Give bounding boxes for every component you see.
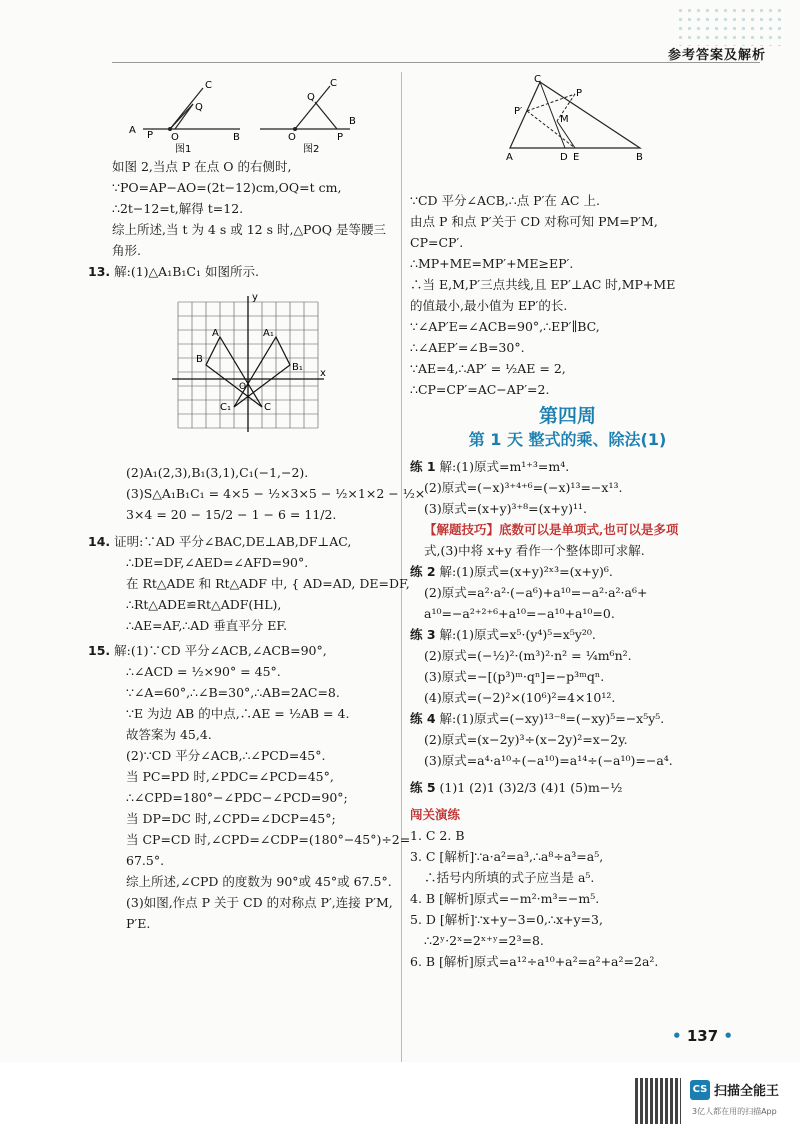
- text-line: ∴Rt△ADE≌Rt△ADF(HL),: [126, 597, 282, 612]
- text-line: 角形.: [112, 243, 141, 258]
- practice-label: 练 3: [410, 627, 436, 642]
- grid-label-A: A: [212, 328, 219, 339]
- figure-2: [260, 78, 356, 155]
- text-line: 当 PC=PD 时,∠PDC=∠PCD=45°,: [126, 769, 334, 784]
- text-line: (1)1 (2)1 (3)2/3 (4)1 (5)m−½: [439, 780, 623, 795]
- dot-icon: •: [723, 1027, 733, 1045]
- left-column-intro: [88, 156, 394, 282]
- text-line: CP=CP′.: [410, 235, 464, 250]
- camscanner-logo-icon: CS: [690, 1080, 710, 1100]
- text-line: 解:(1)原式=x⁵·(y⁴)⁵=x⁵y²⁰.: [439, 627, 596, 642]
- text-line: ∴DE=DF,∠AED=∠AFD=90°.: [126, 555, 309, 570]
- text-line: (2)原式=(x−2y)³÷(x−2y)²=x−2y.: [424, 732, 628, 747]
- q14-number: 14.: [88, 534, 111, 549]
- text-line: (2)原式=a²·a²·(−a⁶)+a¹⁰=−a²·a²·a⁶+: [424, 585, 648, 600]
- text-line: ∴AE=AF,∴AD 垂直平分 EF.: [126, 618, 288, 633]
- tri-label-C: C: [534, 74, 541, 85]
- fig2-label-C: C: [330, 78, 337, 89]
- text-line: ∵∠AP′E=∠ACB=90°,∴EP′∥BC,: [410, 319, 600, 334]
- tri-label-P-prime: P′: [514, 106, 523, 117]
- text-line: ∴当 E,M,P′三点共线,且 EP′⊥AC 时,MP+ME: [410, 277, 676, 292]
- text-line: 综上所述,∠CPD 的度数为 90°或 45°或 67.5°.: [126, 874, 392, 889]
- fig1-label-B: B: [233, 132, 240, 143]
- answer-line: 1. C 2. B: [410, 828, 465, 843]
- text-line: ∵E 为边 AB 的中点,∴AE = ½AB = 4.: [126, 706, 350, 721]
- answer-line: ∴括号内所填的式子应当是 a⁵.: [424, 870, 595, 885]
- app-tagline: 3亿人都在用的扫描App: [692, 1107, 777, 1116]
- answer-line: 6. B [解析]原式=a¹²÷a¹⁰+a²=a²+a²=2a².: [410, 954, 659, 969]
- practice-label: 练 5: [410, 780, 436, 795]
- figure-triangle: [500, 76, 650, 161]
- header-rule: [112, 62, 760, 63]
- q14-head: [88, 531, 394, 552]
- text-line: 式,(3)中将 x+y 看作一个整体即可求解.: [424, 543, 645, 558]
- tri-label-D: D: [560, 152, 568, 163]
- text-line: 当 DP=DC 时,∠CPD=∠DCP=45°;: [126, 811, 336, 826]
- header-title: 参考答案及解析: [667, 48, 766, 63]
- q15-head: [88, 640, 394, 661]
- text-line: (3)原式=(x+y)³⁺⁸=(x+y)¹¹.: [424, 501, 587, 516]
- right-column: [410, 190, 725, 972]
- fig1-label-A: A: [129, 125, 136, 136]
- text-line: (2)原式=(−½)²·(m³)²·n² = ¼m⁶n².: [424, 648, 632, 663]
- text-line: (3)原式=−[(p³)ᵐ·qⁿ]=−p³ᵐqⁿ.: [424, 669, 605, 684]
- text-line: (2)A₁(2,3),B₁(3,1),C₁(−1,−2).: [126, 465, 309, 480]
- figures-1-2: [125, 76, 355, 154]
- practice-3: [410, 624, 725, 645]
- fig2-label-P: P: [337, 132, 344, 143]
- grid-label-A1: A₁: [263, 328, 274, 339]
- text-line: ∵∠A=60°,∴∠B=30°,∴AB=2AC=8.: [126, 685, 340, 700]
- text-line: P′E.: [126, 916, 151, 931]
- practice-label: 练 1: [410, 459, 436, 474]
- app-name: 扫描全能王: [714, 1084, 780, 1099]
- text-line: (2)原式=(−x)³⁺⁴⁺⁶=(−x)¹³=−x¹³.: [424, 480, 623, 495]
- text-line: (4)原式=(−2)²×(10⁶)²=4×10¹².: [424, 690, 616, 705]
- fig2-label-O: O: [288, 132, 296, 143]
- text-line: (3)如图,作点 P 关于 CD 的对称点 P′,连接 P′M,: [126, 895, 393, 910]
- grid-label-B: B: [196, 354, 203, 365]
- text-line: 67.5°.: [126, 853, 165, 868]
- fig2-label-Q: Q: [307, 92, 315, 103]
- text-line: 证明:∵AD 平分∠BAC,DE⊥AB,DF⊥AC,: [114, 534, 352, 549]
- answer-line: 4. B [解析]原式=−m²·m³=−m⁵.: [410, 891, 600, 906]
- text-line: ∵PO=AP−AO=(2t−12)cm,OQ=t cm,: [112, 180, 342, 195]
- text-line: 3×4 = 20 − 15/2 − 1 − 6 = 11/2.: [126, 507, 337, 522]
- text-line: ∵CD 平分∠ACB,∴点 P′在 AC 上.: [410, 193, 600, 208]
- text-line: 解:(1)原式=m¹⁺³=m⁴.: [439, 459, 570, 474]
- practice-label: 练 4: [410, 711, 436, 726]
- grid-label-O: O: [239, 382, 247, 392]
- coordinate-grid-figure: [168, 292, 328, 442]
- fig2-caption: 图2: [303, 144, 320, 155]
- text-line: 故答案为 45,4.: [126, 727, 212, 742]
- answer-line: 5. D [解析]∵x+y−3=0,∴x+y=3,: [410, 912, 603, 927]
- practice-1: [410, 456, 725, 477]
- text-line: ∴CP=CP′=AC−AP′=2.: [410, 382, 550, 397]
- header-dot-pattern: [676, 6, 786, 46]
- text-line: ∵AE=4,∴AP′ = ½AE = 2,: [410, 361, 566, 376]
- grid-label-x: x: [320, 368, 326, 379]
- text-line: a¹⁰=−a²⁺²⁺⁶+a¹⁰=−a¹⁰+a¹⁰=0.: [424, 606, 615, 621]
- text-line: ∴∠ACD = ½×90° = 45°.: [126, 664, 281, 679]
- tri-label-B: B: [636, 152, 643, 163]
- grid-label-B1: B₁: [292, 362, 303, 373]
- week-title: 第四周: [538, 405, 596, 427]
- tri-label-P: P: [576, 88, 583, 99]
- fig1-label-Q: Q: [195, 102, 203, 113]
- text-line: (2)∵CD 平分∠ACB,∴∠PCD=45°.: [126, 748, 326, 763]
- grid-label-C: C: [264, 402, 271, 413]
- day-title: 第 1 天 整式的乘、除法(1): [468, 430, 667, 449]
- text-line: 如图 2,当点 P 在点 O 的右侧时,: [112, 159, 292, 174]
- page-number: [672, 1027, 733, 1045]
- text-line: 当 CP=CD 时,∠CPD=∠CDP=(180°−45°)÷2=: [126, 832, 411, 847]
- fig2-label-B: B: [349, 116, 356, 127]
- text-line: 解:(1)∵CD 平分∠ACB,∠ACB=90°,: [114, 643, 327, 658]
- dot-icon: •: [672, 1027, 682, 1045]
- fig1-label-C: C: [205, 80, 212, 91]
- fig1-label-O: O: [171, 132, 179, 143]
- fig1-label-P: P: [147, 130, 154, 141]
- text-line: (3)原式=a⁴·a¹⁰÷(−a¹⁰)=a¹⁴÷(−a¹⁰)=−a⁴.: [424, 753, 673, 768]
- column-divider: [401, 72, 402, 1072]
- answer-line: ∴2ʸ·2ˣ=2ˣ⁺ʸ=2³=8.: [424, 933, 544, 948]
- text-line: ∴2t−12=t,解得 t=12.: [112, 201, 244, 216]
- q13-head: [88, 261, 394, 282]
- text-line: 解:(1)原式=(−xy)¹³⁻⁸=(−xy)⁵=−x⁵y⁵.: [439, 711, 665, 726]
- practice-5: [410, 777, 725, 798]
- section-title: 闯关演练: [410, 807, 461, 822]
- practice-label: 练 2: [410, 564, 436, 579]
- text-line: (3)S△A₁B₁C₁ = 4×5 − ½×3×5 − ½×1×2 − ½×: [126, 486, 426, 501]
- practice-2: [410, 561, 725, 582]
- grid-label-y: y: [252, 292, 258, 303]
- tri-label-M: M: [560, 114, 569, 125]
- text-line: 在 Rt△ADE 和 Rt△ADF 中, { AD=AD, DE=DF,: [126, 576, 410, 591]
- page-number-text: 137: [686, 1027, 719, 1045]
- text-line: ∴MP+ME=MP′+ME≥EP′.: [410, 256, 574, 271]
- q13-number: 13.: [88, 264, 111, 279]
- tip-line: 【解题技巧】底数可以是单项式,也可以是多项: [424, 522, 679, 537]
- answer-line: 3. C [解析]∵a·a²=a³,∴a⁸÷a³=a⁵,: [410, 849, 604, 864]
- practice-4: [410, 708, 725, 729]
- grid-label-C1: C₁: [220, 402, 231, 413]
- text-line: ∴∠CPD=180°−∠PDC−∠PCD=90°;: [126, 790, 348, 805]
- fig1-caption: 图1: [175, 144, 192, 155]
- text-line: 的值最小,最小值为 EP′的长.: [410, 298, 568, 313]
- text-line: 解:(1)原式=(x+y)²ˣ³=(x+y)⁶.: [439, 564, 613, 579]
- q13-head-text: 解:(1)△A₁B₁C₁ 如图所示.: [114, 264, 259, 279]
- figure-1: [129, 80, 240, 155]
- tri-label-A: A: [506, 152, 513, 163]
- text-line: 综上所述,当 t 为 4 s 或 12 s 时,△POQ 是等腰三: [112, 222, 386, 237]
- text-line: 由点 P 和点 P′关于 CD 对称可知 PM=P′M,: [410, 214, 658, 229]
- q15-number: 15.: [88, 643, 111, 658]
- tri-label-E: E: [573, 152, 580, 163]
- qr-code-icon: [635, 1078, 681, 1124]
- text-line: ∴∠AEP′=∠B=30°.: [410, 340, 525, 355]
